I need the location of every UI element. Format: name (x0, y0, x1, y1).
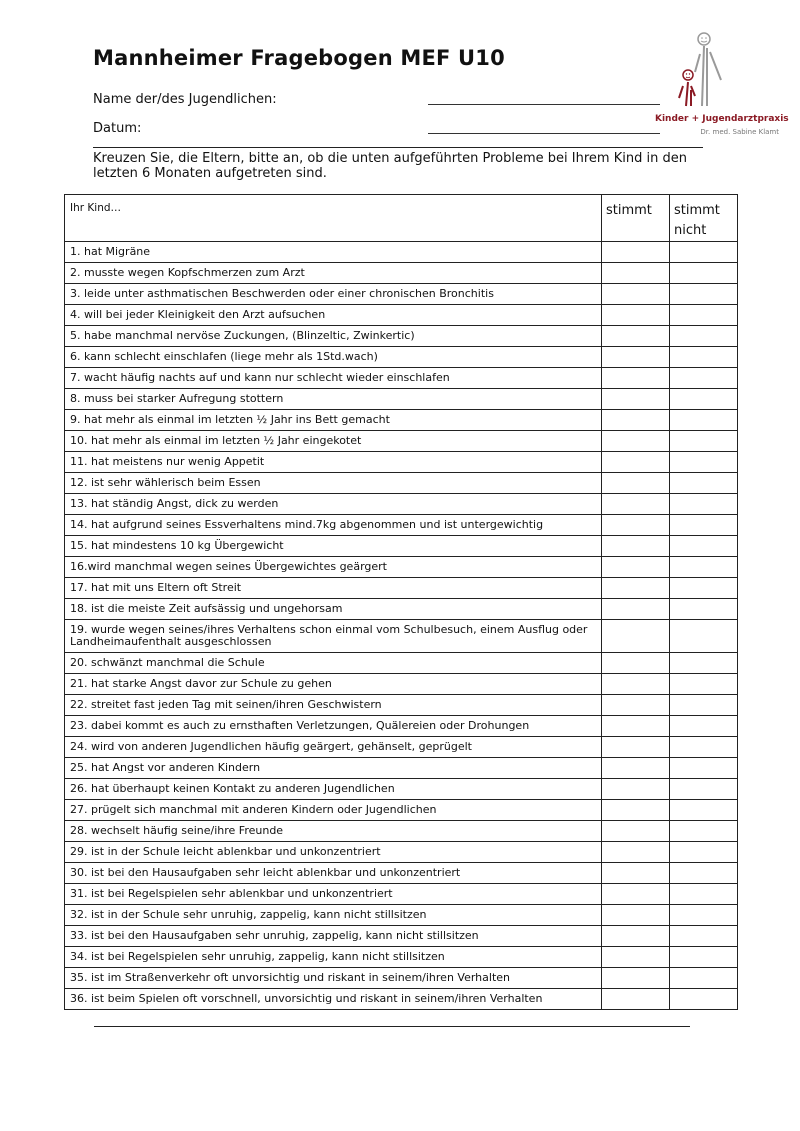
answer-yes-cell[interactable] (602, 989, 670, 1010)
answer-yes-cell[interactable] (602, 758, 670, 779)
question-text: 8. muss bei starker Aufregung stottern (65, 389, 602, 410)
header-no-cell: stimmt nicht (670, 195, 738, 242)
table-row (65, 515, 738, 536)
table-row (65, 620, 738, 653)
question-text: 11. hat meistens nur wenig Appetit (65, 452, 602, 473)
table-row (65, 263, 738, 284)
question-text: 31. ist bei Regelspielen sehr ablenkbar und unkonzentriert (65, 884, 602, 905)
question-text: 15. hat mindestens 10 kg Übergewicht (65, 536, 602, 557)
answer-yes-cell[interactable] (602, 410, 670, 431)
table-row (65, 431, 738, 452)
answer-no-cell[interactable] (670, 716, 738, 737)
questionnaire-table (64, 194, 738, 1010)
answer-no-cell[interactable] (670, 326, 738, 347)
answer-no-cell[interactable] (670, 968, 738, 989)
table-body (65, 242, 738, 1010)
answer-no-cell[interactable] (670, 389, 738, 410)
question-text: 29. ist in der Schule leicht ablenkbar und unkonzentriert (65, 842, 602, 863)
question-text: 22. streitet fast jeden Tag mit seinen/ihren Geschwistern (65, 695, 602, 716)
table-row (65, 758, 738, 779)
footer-line (94, 1026, 690, 1027)
answer-no-cell[interactable] (670, 452, 738, 473)
table-row (65, 242, 738, 263)
table-row (65, 326, 738, 347)
answer-no-cell[interactable] (670, 473, 738, 494)
header-item-cell: Ihr Kind… (65, 195, 602, 242)
question-text: 18. ist die meiste Zeit aufsässig und ungehorsam (65, 599, 602, 620)
table-row (65, 695, 738, 716)
answer-no-cell[interactable] (670, 347, 738, 368)
answer-no-cell[interactable] (670, 263, 738, 284)
name-label: Name der/des Jugendlichen: (93, 92, 277, 107)
answer-no-cell[interactable] (670, 653, 738, 674)
header-yes-cell: stimmt (602, 195, 670, 242)
answer-yes-cell[interactable] (602, 389, 670, 410)
table-row (65, 926, 738, 947)
answer-no-cell[interactable] (670, 863, 738, 884)
question-text: 27. prügelt sich manchmal mit anderen Kindern oder Jugendlichen (65, 800, 602, 821)
name-field[interactable] (428, 104, 660, 105)
answer-no-cell[interactable] (670, 842, 738, 863)
logo-practice-name: Kinder + Jugendarztpraxis (655, 114, 789, 124)
question-text: 9. hat mehr als einmal im letzten ½ Jahr ins Bett gemacht (65, 410, 602, 431)
question-text: 16.wird manchmal wegen seines Übergewichtes geärgert (65, 557, 602, 578)
answer-yes-cell[interactable] (602, 695, 670, 716)
answer-yes-cell[interactable] (602, 557, 670, 578)
answer-yes-cell[interactable] (602, 599, 670, 620)
table-row (65, 674, 738, 695)
answer-yes-cell[interactable] (602, 842, 670, 863)
question-text: 1. hat Migräne (65, 242, 602, 263)
question-text: 4. will bei jeder Kleinigkeit den Arzt aufsuchen (65, 305, 602, 326)
answer-yes-cell[interactable] (602, 905, 670, 926)
question-text: 5. habe manchmal nervöse Zuckungen, (Blinzeltic, Zwinkertic) (65, 326, 602, 347)
answer-yes-cell[interactable] (602, 578, 670, 599)
question-text: 10. hat mehr als einmal im letzten ½ Jahr eingekotet (65, 431, 602, 452)
date-label: Datum: (93, 121, 142, 136)
answer-yes-cell[interactable] (602, 968, 670, 989)
answer-yes-cell[interactable] (602, 821, 670, 842)
question-text: 28. wechselt häufig seine/ihre Freunde (65, 821, 602, 842)
answer-yes-cell[interactable] (602, 947, 670, 968)
answer-no-cell[interactable] (670, 926, 738, 947)
table-row (65, 800, 738, 821)
family-figure-icon (655, 24, 780, 114)
question-text: 2. musste wegen Kopfschmerzen zum Arzt (65, 263, 602, 284)
date-field[interactable] (428, 133, 660, 134)
answer-no-cell[interactable] (670, 989, 738, 1010)
table-header-row (65, 195, 738, 242)
answer-yes-cell[interactable] (602, 863, 670, 884)
question-text: 17. hat mit uns Eltern oft Streit (65, 578, 602, 599)
question-text: 6. kann schlecht einschlafen (liege mehr als 1Std.wach) (65, 347, 602, 368)
question-text: 32. ist in der Schule sehr unruhig, zappelig, kann nicht stillsitzen (65, 905, 602, 926)
question-text: 20. schwänzt manchmal die Schule (65, 653, 602, 674)
answer-no-cell[interactable] (670, 947, 738, 968)
answer-yes-cell[interactable] (602, 884, 670, 905)
answer-yes-cell[interactable] (602, 674, 670, 695)
answer-no-cell[interactable] (670, 905, 738, 926)
answer-yes-cell[interactable] (602, 515, 670, 536)
answer-no-cell[interactable] (670, 242, 738, 263)
question-text: 19. wurde wegen seines/ihres Verhaltens schon einmal vom Schulbesuch, einem Ausflug oder Landheimaufenthalt ausgeschlossen (65, 620, 602, 653)
answer-yes-cell[interactable] (602, 326, 670, 347)
table-row (65, 968, 738, 989)
table-row (65, 863, 738, 884)
table-row (65, 599, 738, 620)
table-row (65, 557, 738, 578)
answer-yes-cell[interactable] (602, 368, 670, 389)
table-row (65, 410, 738, 431)
answer-no-cell[interactable] (670, 800, 738, 821)
table-row (65, 536, 738, 557)
header-divider (93, 147, 703, 148)
practice-logo (655, 24, 789, 142)
answer-yes-cell[interactable] (602, 926, 670, 947)
question-text: 34. ist bei Regelspielen sehr unruhig, zappelig, kann nicht stillsitzen (65, 947, 602, 968)
answer-no-cell[interactable] (670, 695, 738, 716)
answer-no-cell[interactable] (670, 431, 738, 452)
answer-yes-cell[interactable] (602, 452, 670, 473)
table-row (65, 494, 738, 515)
answer-no-cell[interactable] (670, 779, 738, 800)
answer-no-cell[interactable] (670, 821, 738, 842)
table-row (65, 389, 738, 410)
answer-yes-cell[interactable] (602, 284, 670, 305)
question-text: 7. wacht häufig nachts auf und kann nur schlecht wieder einschlafen (65, 368, 602, 389)
answer-yes-cell[interactable] (602, 494, 670, 515)
answer-no-cell[interactable] (670, 305, 738, 326)
answer-yes-cell[interactable] (602, 737, 670, 758)
question-text: 21. hat starke Angst davor zur Schule zu gehen (65, 674, 602, 695)
question-text: 33. ist bei den Hausaufgaben sehr unruhig, zappelig, kann nicht stillsitzen (65, 926, 602, 947)
answer-no-cell[interactable] (670, 515, 738, 536)
question-text: 26. hat überhaupt keinen Kontakt zu anderen Jugendlichen (65, 779, 602, 800)
answer-yes-cell[interactable] (602, 473, 670, 494)
question-text: 14. hat aufgrund seines Essverhaltens mind.7kg abgenommen und ist untergewichtig (65, 515, 602, 536)
answer-yes-cell[interactable] (602, 347, 670, 368)
table-row (65, 716, 738, 737)
answer-no-cell[interactable] (670, 737, 738, 758)
question-text: 36. ist beim Spielen oft vorschnell, unvorsichtig und riskant in seinem/ihren Verhalten (65, 989, 602, 1010)
logo-doctor-name: Dr. med. Sabine Klamt (700, 128, 779, 136)
answer-yes-cell[interactable] (602, 779, 670, 800)
answer-yes-cell[interactable] (602, 800, 670, 821)
answer-yes-cell[interactable] (602, 620, 670, 653)
answer-yes-cell[interactable] (602, 653, 670, 674)
answer-no-cell[interactable] (670, 674, 738, 695)
answer-no-cell[interactable] (670, 284, 738, 305)
table-row (65, 473, 738, 494)
answer-yes-cell[interactable] (602, 263, 670, 284)
question-text: 3. leide unter asthmatischen Beschwerden oder einer chronischen Bronchitis (65, 284, 602, 305)
table-row (65, 884, 738, 905)
answer-no-cell[interactable] (670, 884, 738, 905)
answer-no-cell[interactable] (670, 557, 738, 578)
table-row (65, 452, 738, 473)
page-title: Mannheimer Fragebogen MEF U10 (93, 46, 505, 70)
answer-no-cell[interactable] (670, 758, 738, 779)
question-text: 35. ist im Straßenverkehr oft unvorsichtig und riskant in seinem/ihren Verhalten (65, 968, 602, 989)
table-row (65, 821, 738, 842)
answer-no-cell[interactable] (670, 599, 738, 620)
answer-no-cell[interactable] (670, 494, 738, 515)
instructions-text: Kreuzen Sie, die Eltern, bitte an, ob die unten aufgeführten Probleme bei Ihrem Kind in den letzten 6 Monaten aufgetreten sind. (93, 151, 687, 181)
table-row (65, 578, 738, 599)
table-row (65, 653, 738, 674)
table-row (65, 989, 738, 1010)
answer-no-cell[interactable] (670, 578, 738, 599)
question-text: 25. hat Angst vor anderen Kindern (65, 758, 602, 779)
answer-no-cell[interactable] (670, 620, 738, 653)
question-text: 24. wird von anderen Jugendlichen häufig geärgert, gehänselt, geprügelt (65, 737, 602, 758)
question-text: 12. ist sehr wählerisch beim Essen (65, 473, 602, 494)
answer-yes-cell[interactable] (602, 242, 670, 263)
table-row (65, 284, 738, 305)
table-row (65, 737, 738, 758)
table-row (65, 347, 738, 368)
answer-yes-cell[interactable] (602, 305, 670, 326)
answer-no-cell[interactable] (670, 410, 738, 431)
table-row (65, 842, 738, 863)
answer-no-cell[interactable] (670, 368, 738, 389)
question-text: 23. dabei kommt es auch zu ernsthaften Verletzungen, Quälereien oder Drohungen (65, 716, 602, 737)
answer-yes-cell[interactable] (602, 716, 670, 737)
table-row (65, 947, 738, 968)
question-text: 13. hat ständig Angst, dick zu werden (65, 494, 602, 515)
answer-no-cell[interactable] (670, 536, 738, 557)
table-row (65, 305, 738, 326)
question-text: 30. ist bei den Hausaufgaben sehr leicht ablenkbar und unkonzentriert (65, 863, 602, 884)
table-row (65, 779, 738, 800)
answer-yes-cell[interactable] (602, 431, 670, 452)
table-row (65, 905, 738, 926)
table-row (65, 368, 738, 389)
answer-yes-cell[interactable] (602, 536, 670, 557)
